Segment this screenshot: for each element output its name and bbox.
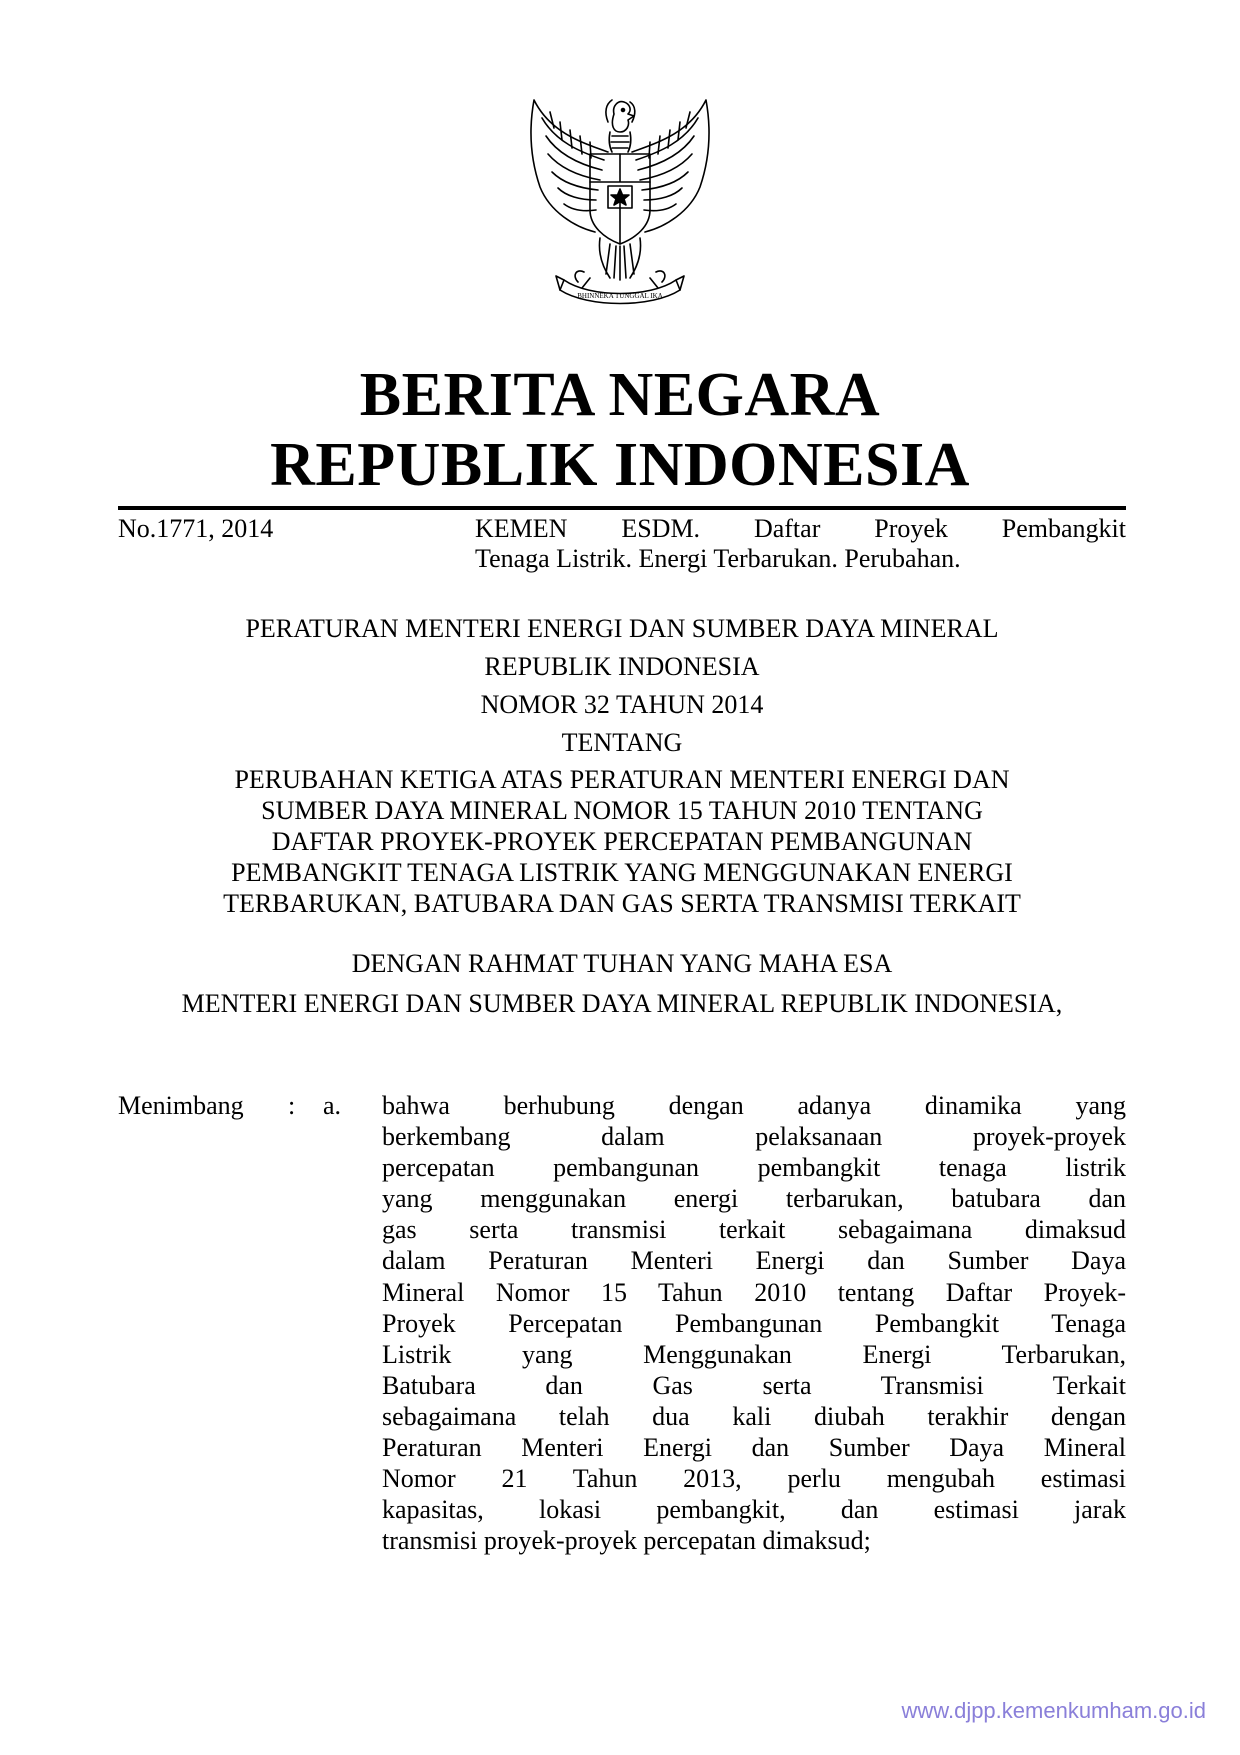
gazette-title-line2: REPUBLIK INDONESIA xyxy=(270,431,970,499)
menimbang-line: yang menggunakan energi terbarukan, batubara dan xyxy=(382,1184,1126,1214)
gazette-subject-line2: Tenaga Listrik. Energi Terbarukan. Perubahan. xyxy=(475,544,961,573)
rahmat-line: DENGAN RAHMAT TUHAN YANG MAHA ESA xyxy=(351,949,893,978)
gazette-number: No.1771, 2014 xyxy=(118,514,274,543)
menimbang-line: percepatan pembangunan pembangkit tenaga listrik xyxy=(382,1153,1126,1183)
menimbang-line: transmisi proyek-proyek percepatan dimaksud; xyxy=(382,1526,871,1556)
menimbang-line: Peraturan Menteri Energi dan Sumber Daya Mineral xyxy=(382,1433,1126,1463)
menimbang-line: Proyek Percepatan Pembangunan Pembangkit Tenaga xyxy=(382,1308,1126,1338)
header-divider xyxy=(118,506,1126,510)
garuda-emblem-icon xyxy=(520,92,720,310)
menimbang-item-letter: a. xyxy=(323,1091,342,1120)
menimbang-colon: : xyxy=(288,1091,296,1120)
menimbang-line: sebagaimana telah dua kali diubah terakhir dengan xyxy=(382,1401,1126,1431)
regulation-subject-line: SUMBER DAYA MINERAL NOMOR 15 TAHUN 2010 TENTANG xyxy=(261,796,983,825)
menimbang-line: Nomor 21 Tahun 2013, perlu mengubah estimasi xyxy=(382,1464,1126,1494)
menimbang-label: Menimbang xyxy=(118,1091,244,1120)
regulation-number: NOMOR 32 TAHUN 2014 xyxy=(480,690,764,719)
regulation-heading: PERATURAN MENTERI ENERGI DAN SUMBER DAYA MINERAL xyxy=(245,614,999,643)
menimbang-line: Listrik yang Menggunakan Energi Terbarukan, xyxy=(382,1339,1126,1369)
menteri-line: MENTERI ENERGI DAN SUMBER DAYA MINERAL REPUBLIK INDONESIA, xyxy=(181,989,1063,1018)
regulation-subject-line: PEMBANGKIT TENAGA LISTRIK YANG MENGGUNAKAN ENERGI xyxy=(231,858,1013,887)
regulation-subject-line: PERUBAHAN KETIGA ATAS PERATURAN MENTERI ENERGI DAN xyxy=(234,765,1010,794)
menimbang-item-text xyxy=(382,1090,1126,1556)
gazette-title-line1: BERITA NEGARA xyxy=(359,361,881,429)
menimbang-line: bahwa berhubung dengan adanya dinamika yang xyxy=(382,1091,1126,1120)
regulation-subject-line: DAFTAR PROYEK-PROYEK PERCEPATAN PEMBANGUNAN xyxy=(271,827,973,856)
regulation-country: REPUBLIK INDONESIA xyxy=(484,652,760,681)
emblem-motto: BHINNEKA TUNGGAL IKA xyxy=(577,292,663,300)
source-website-link[interactable]: www.djpp.kemenkumham.go.id xyxy=(901,1698,1206,1723)
menimbang-line: dalam Peraturan Menteri Energi dan Sumber Daya xyxy=(382,1246,1126,1276)
menimbang-line: berkembang dalam pelaksanaan proyek-proyek xyxy=(382,1122,1126,1152)
regulation-tentang: TENTANG xyxy=(561,728,683,757)
menimbang-line: kapasitas, lokasi pembangkit, dan estimasi jarak xyxy=(382,1495,1126,1525)
menimbang-line: Mineral Nomor 15 Tahun 2010 tentang Daftar Proyek- xyxy=(382,1277,1126,1307)
gazette-subject-line1: KEMEN ESDM. Daftar Proyek Pembangkit xyxy=(475,514,1126,543)
gazette-subject xyxy=(475,514,1126,574)
regulation-subject xyxy=(118,764,1126,919)
regulation-subject-line: TERBARUKAN, BATUBARA DAN GAS SERTA TRANSMISI TERKAIT xyxy=(223,889,1021,918)
menimbang-line: Batubara dan Gas serta Transmisi Terkait xyxy=(382,1370,1126,1400)
menimbang-line: gas serta transmisi terkait sebagaimana dimaksud xyxy=(382,1215,1126,1245)
